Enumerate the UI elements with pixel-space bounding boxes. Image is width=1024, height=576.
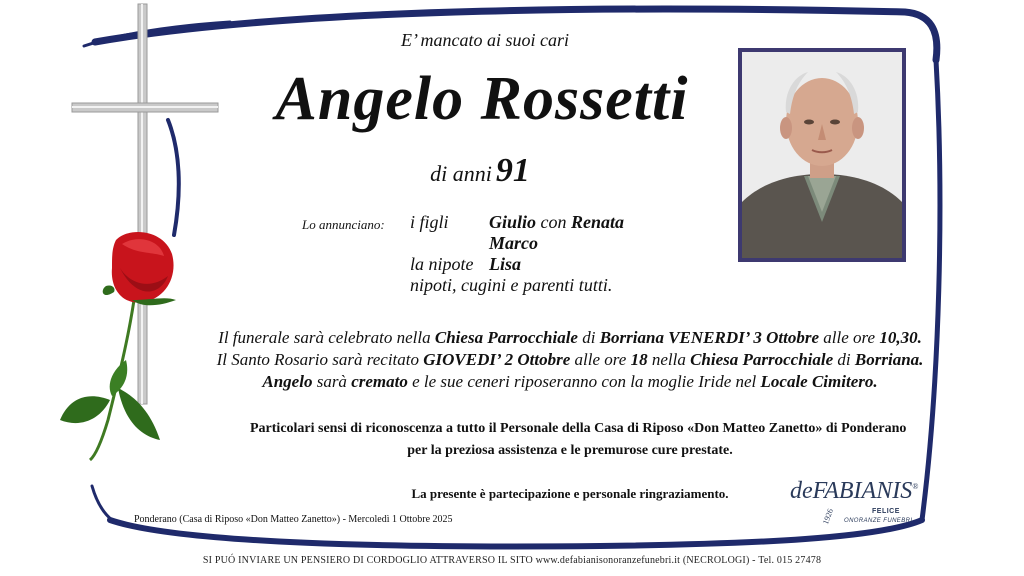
spouse-name-1: Renata	[571, 212, 625, 232]
rosary-time: 18	[630, 350, 648, 369]
announcement-label: Lo annunciano:	[302, 217, 385, 232]
logo-sub2: ONORANZE FUNEBRI	[844, 518, 913, 524]
logo-wordmark	[790, 478, 918, 505]
funeral-date: Borriana VENERDI’ 3 Ottobre	[599, 328, 820, 347]
age-line	[380, 152, 580, 190]
funeral-line-1	[200, 327, 940, 349]
cremation-text: sarà	[312, 372, 352, 391]
funeral-line-2	[200, 349, 940, 371]
thanks-line-1: Particolari sensi di riconoscenza a tutto il Personale della Casa di Riposo «Don Matteo Zanetto» di Ponderano	[250, 421, 907, 436]
connector-text: con	[540, 212, 567, 232]
funeral-text: Il funerale sarà celebrato nella	[218, 328, 435, 347]
portrait-illustration	[742, 52, 902, 258]
thanks-line-2: per la preziosa assistenza e le premurose cure prestate.	[407, 443, 733, 458]
child-line-1	[489, 212, 624, 233]
rose-icon	[60, 232, 176, 460]
intro-text: E’ mancato ai suoi cari	[401, 30, 569, 50]
cemetery-name: Locale Cimitero.	[760, 372, 878, 391]
cremation-word: cremato	[351, 372, 408, 391]
other-relatives: nipoti, cugini e parenti tutti.	[410, 275, 613, 295]
funeral-info	[200, 327, 940, 393]
rosary-text: di	[833, 350, 855, 369]
granddaughter-name-line	[489, 254, 521, 275]
rosary-text: Il Santo Rosario sarà recitato	[216, 350, 424, 369]
closing-text: La presente è partecipazione e personale ringraziamento.	[411, 486, 729, 501]
funeral-line-3	[200, 371, 940, 393]
cross-icon	[72, 4, 218, 404]
children-label: i figli	[410, 212, 449, 232]
granddaughter-label: la nipote	[410, 254, 474, 274]
rosary-text: nella	[647, 350, 691, 369]
deceased-name: Angelo Rossetti	[275, 65, 689, 133]
funeral-text: di	[577, 328, 600, 347]
first-name: Angelo	[262, 372, 313, 391]
footer-text: SI PUÓ INVIARE UN PENSIERO DI CORDOGLIO ATTRAVERSO IL SITO www.defabianisonoranzefunebri.it (NECROLOGI) - Tel. 015 27478	[202, 555, 822, 566]
rosary-text: alle ore	[570, 350, 631, 369]
rosary-date: GIOVEDI’ 2 Ottobre	[423, 350, 571, 369]
age-prefix: di anni	[430, 161, 492, 186]
child-name-1: Giulio	[489, 212, 537, 232]
funeral-home-logo	[786, 460, 926, 530]
logo-registered-mark: ®	[912, 482, 919, 491]
portrait-photo	[742, 52, 902, 258]
cremation-text: e le sue ceneri riposeranno con la moglie Iride nel	[407, 372, 761, 391]
place-date: Ponderano (Casa di Riposo «Don Matteo Zanetto») - Mercoledì 1 Ottobre 2025	[134, 514, 453, 525]
church-name: Chiesa Parrocchiale	[690, 350, 834, 369]
church-name: Chiesa Parrocchiale	[434, 328, 578, 347]
age-value: 91	[495, 152, 530, 189]
granddaughter-name: Lisa	[489, 254, 522, 274]
logo-year: 1926	[821, 507, 835, 526]
granddaughter-line	[410, 254, 474, 275]
portrait-frame	[738, 48, 906, 262]
thanks-block	[250, 418, 907, 462]
logo-name: deFABIANIS	[790, 478, 913, 504]
child-name-2: Marco	[489, 233, 538, 253]
logo-sub1: FELICE	[872, 508, 900, 515]
funeral-text: alle ore	[819, 328, 880, 347]
town-name: Borriana.	[854, 350, 924, 369]
funeral-time: 10,30.	[879, 328, 922, 347]
child-line-2	[489, 233, 538, 254]
